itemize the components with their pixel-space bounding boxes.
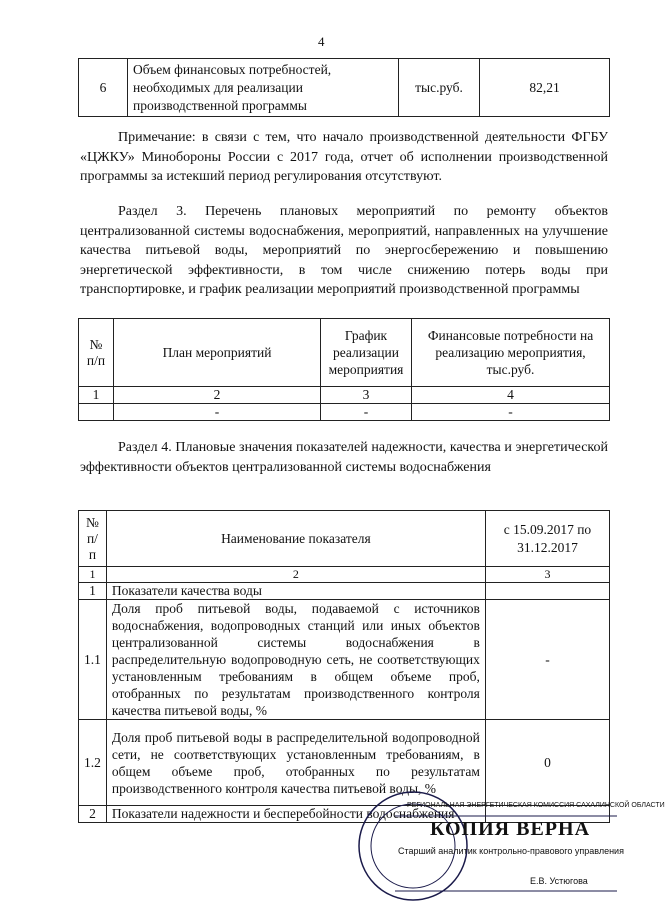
row-value: - [485, 600, 609, 720]
row-name: Доля проб питьевой воды, подаваемой с источников водоснабжения, водопроводных станций или иных объектов централизованной системы водоснабжения в распределительную водопроводную сеть, не соответствующих установленным требованиям в общем объеме проб, отобранных по результатам производственного контроля качества питьевой воды, % [106, 600, 485, 720]
col-header-period: с 15.09.2017 по 31.12.2017 [485, 511, 609, 567]
table-row [79, 59, 610, 117]
col-header-finance: Финансовые потребности на реализацию мероприятия, тыс.руб. [412, 319, 610, 387]
table-row [79, 404, 610, 421]
table-header-row [79, 319, 610, 387]
cell [79, 404, 114, 421]
indicators-table [78, 510, 610, 823]
col-header-schedule: График реализации мероприятия [321, 319, 412, 387]
cell: - [412, 404, 610, 421]
row-value [485, 583, 609, 600]
col-num-1: 1 [79, 567, 107, 583]
col-header-num: № п/п [79, 511, 107, 567]
row-number: 6 [79, 59, 128, 117]
cell: - [321, 404, 412, 421]
financial-needs-table [78, 58, 610, 117]
col-num-2: 2 [106, 567, 485, 583]
table-header-row [79, 511, 610, 567]
table-number-row [79, 567, 610, 583]
col-header-plan: План мероприятий [114, 319, 321, 387]
section-3-heading: Раздел 3. Перечень плановых мероприятий по ремонту объектов централизованной системы водоснабжения, мероприятий, направленных на улучшение качества питьевой воды, мероприятий по энергосбережению и повышению энергетической эффективности, в том числе снижению потерь воды при транспортировке, и график реализации мероприятий производственной программы [80, 204, 608, 297]
row-value: 82,21 [480, 59, 610, 117]
stamp-org-line: РЕГИОНАЛЬНАЯ ЭНЕРГЕТИЧЕСКАЯ КОМИССИЯ САХАЛИНСКОЙ ОБЛАСТИ [407, 802, 665, 809]
table-row [79, 600, 610, 720]
row-number: 1 [79, 583, 107, 600]
row-name: Доля проб питьевой воды в распределительной водопроводной сети, не соответствующих установленным требованиям, в общем объеме проб, отобранных по результатам производственного контроля качества питьевой воды, % [106, 720, 485, 806]
section-4-heading: Раздел 4. Плановые значения показателей надежности, качества и энергетической эффективности объектов централизованной системы водоснабжения [80, 440, 608, 475]
stamp-position: Старший аналитик контрольно-правового управления [398, 846, 624, 856]
cell: - [114, 404, 321, 421]
row-number: 1.2 [79, 720, 107, 806]
note-paragraph: Примечание: в связи с тем, что начало производственной деятельности ФГБУ «ЦЖКУ» Минобороны России с 2017 года, отчет об исполнении производственной программы за истекший период регулирования отсутствуют. [80, 130, 608, 184]
col-num-4: 4 [412, 387, 610, 404]
row-name: Показатели качества воды [106, 583, 485, 600]
row-number: 2 [79, 806, 107, 823]
col-header-num: № п/п [79, 319, 114, 387]
col-num-2: 2 [114, 387, 321, 404]
stamp-title: КОПИЯ ВЕРНА [430, 818, 591, 840]
col-num-3: 3 [321, 387, 412, 404]
col-num-1: 1 [79, 387, 114, 404]
stamp-signer: Е.В. Устюгова [530, 876, 588, 886]
col-header-name: Наименование показателя [106, 511, 485, 567]
row-number: 1.1 [79, 600, 107, 720]
table-row [79, 583, 610, 600]
row-name: Объем финансовых потребностей, необходимых для реализации производственной программы [128, 59, 399, 117]
row-name: Показатели надежности и бесперебойности водоснабжения [106, 806, 485, 823]
activities-table [78, 318, 610, 421]
col-num-3: 3 [485, 567, 609, 583]
row-value: 0 [485, 720, 609, 806]
page-number: 4 [318, 34, 325, 49]
row-unit: тыс.руб. [399, 59, 480, 117]
table-number-row [79, 387, 610, 404]
